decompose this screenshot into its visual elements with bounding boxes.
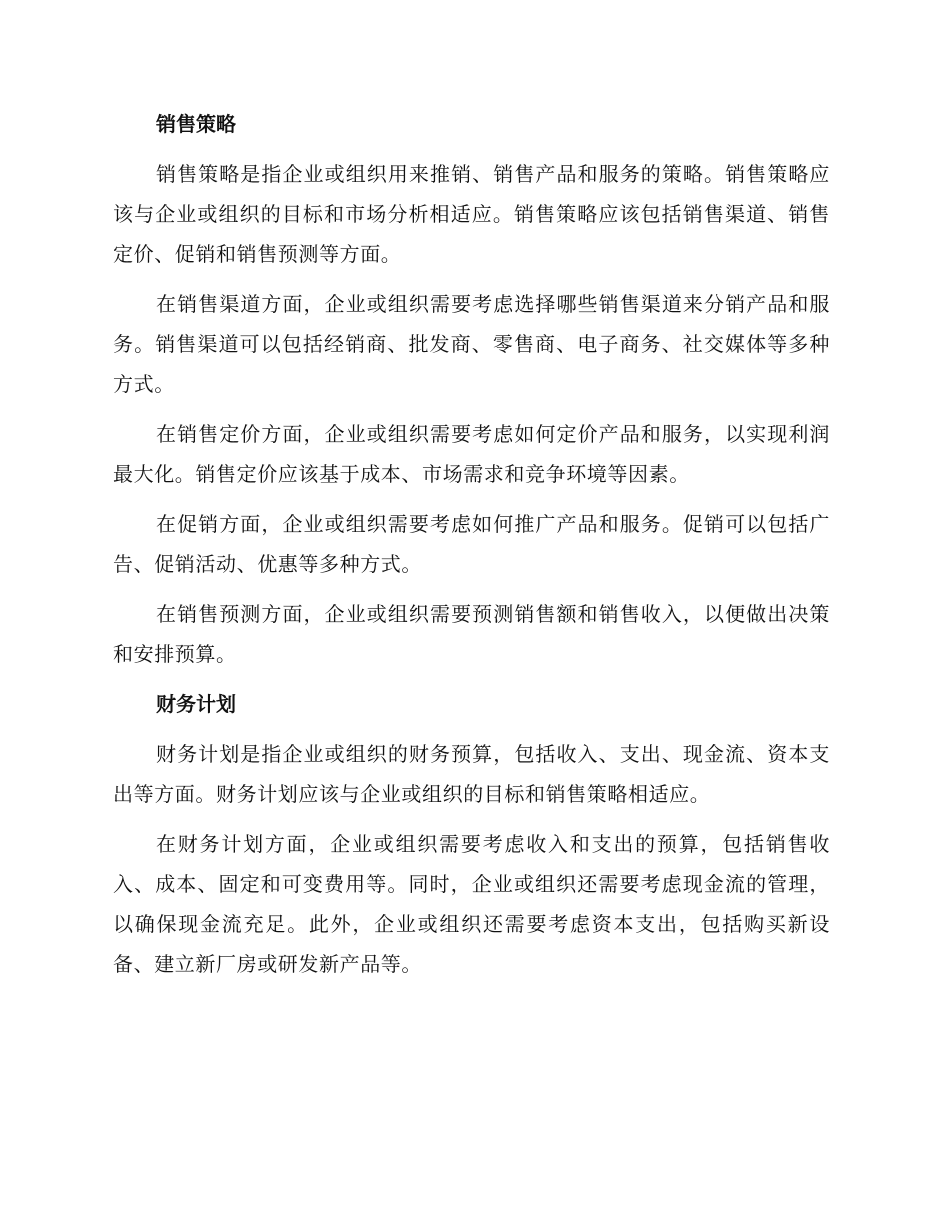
paragraph: 财务计划是指企业或组织的财务预算，包括收入、支出、现金流、资本支出等方面。财务计划应该与企业或组织的目标和销售策略相适应。 (113, 742, 830, 806)
paragraph: 在销售渠道方面，企业或组织需要考虑选择哪些销售渠道来分销产品和服务。销售渠道可以包括经销商、批发商、零售商、电子商务、社交媒体等多种方式。 (113, 292, 830, 396)
section-sales-strategy (113, 104, 830, 674)
paragraph: 销售策略是指企业或组织用来推销、销售产品和服务的策略。销售策略应该与企业或组织的目标和市场分析相适应。销售策略应该包括销售渠道、销售定价、促销和销售预测等方面。 (113, 162, 830, 266)
section-financial-plan (113, 684, 830, 984)
section-heading: 销售策略 (156, 112, 236, 136)
document-page (113, 104, 830, 994)
section-heading: 财务计划 (156, 692, 236, 716)
paragraph: 在销售预测方面，企业或组织需要预测销售额和销售收入，以便做出决策和安排预算。 (113, 602, 830, 666)
paragraph: 在财务计划方面，企业或组织需要考虑收入和支出的预算，包括销售收入、成本、固定和可变费用等。同时，企业或组织还需要考虑现金流的管理，以确保现金流充足。此外，企业或组织还需要考虑资本支出，包括购买新设备、建立新厂房或研发新产品等。 (113, 832, 830, 976)
paragraph: 在促销方面，企业或组织需要考虑如何推广产品和服务。促销可以包括广告、促销活动、优惠等多种方式。 (113, 512, 830, 576)
paragraph: 在销售定价方面，企业或组织需要考虑如何定价产品和服务，以实现利润最大化。销售定价应该基于成本、市场需求和竞争环境等因素。 (113, 422, 830, 486)
